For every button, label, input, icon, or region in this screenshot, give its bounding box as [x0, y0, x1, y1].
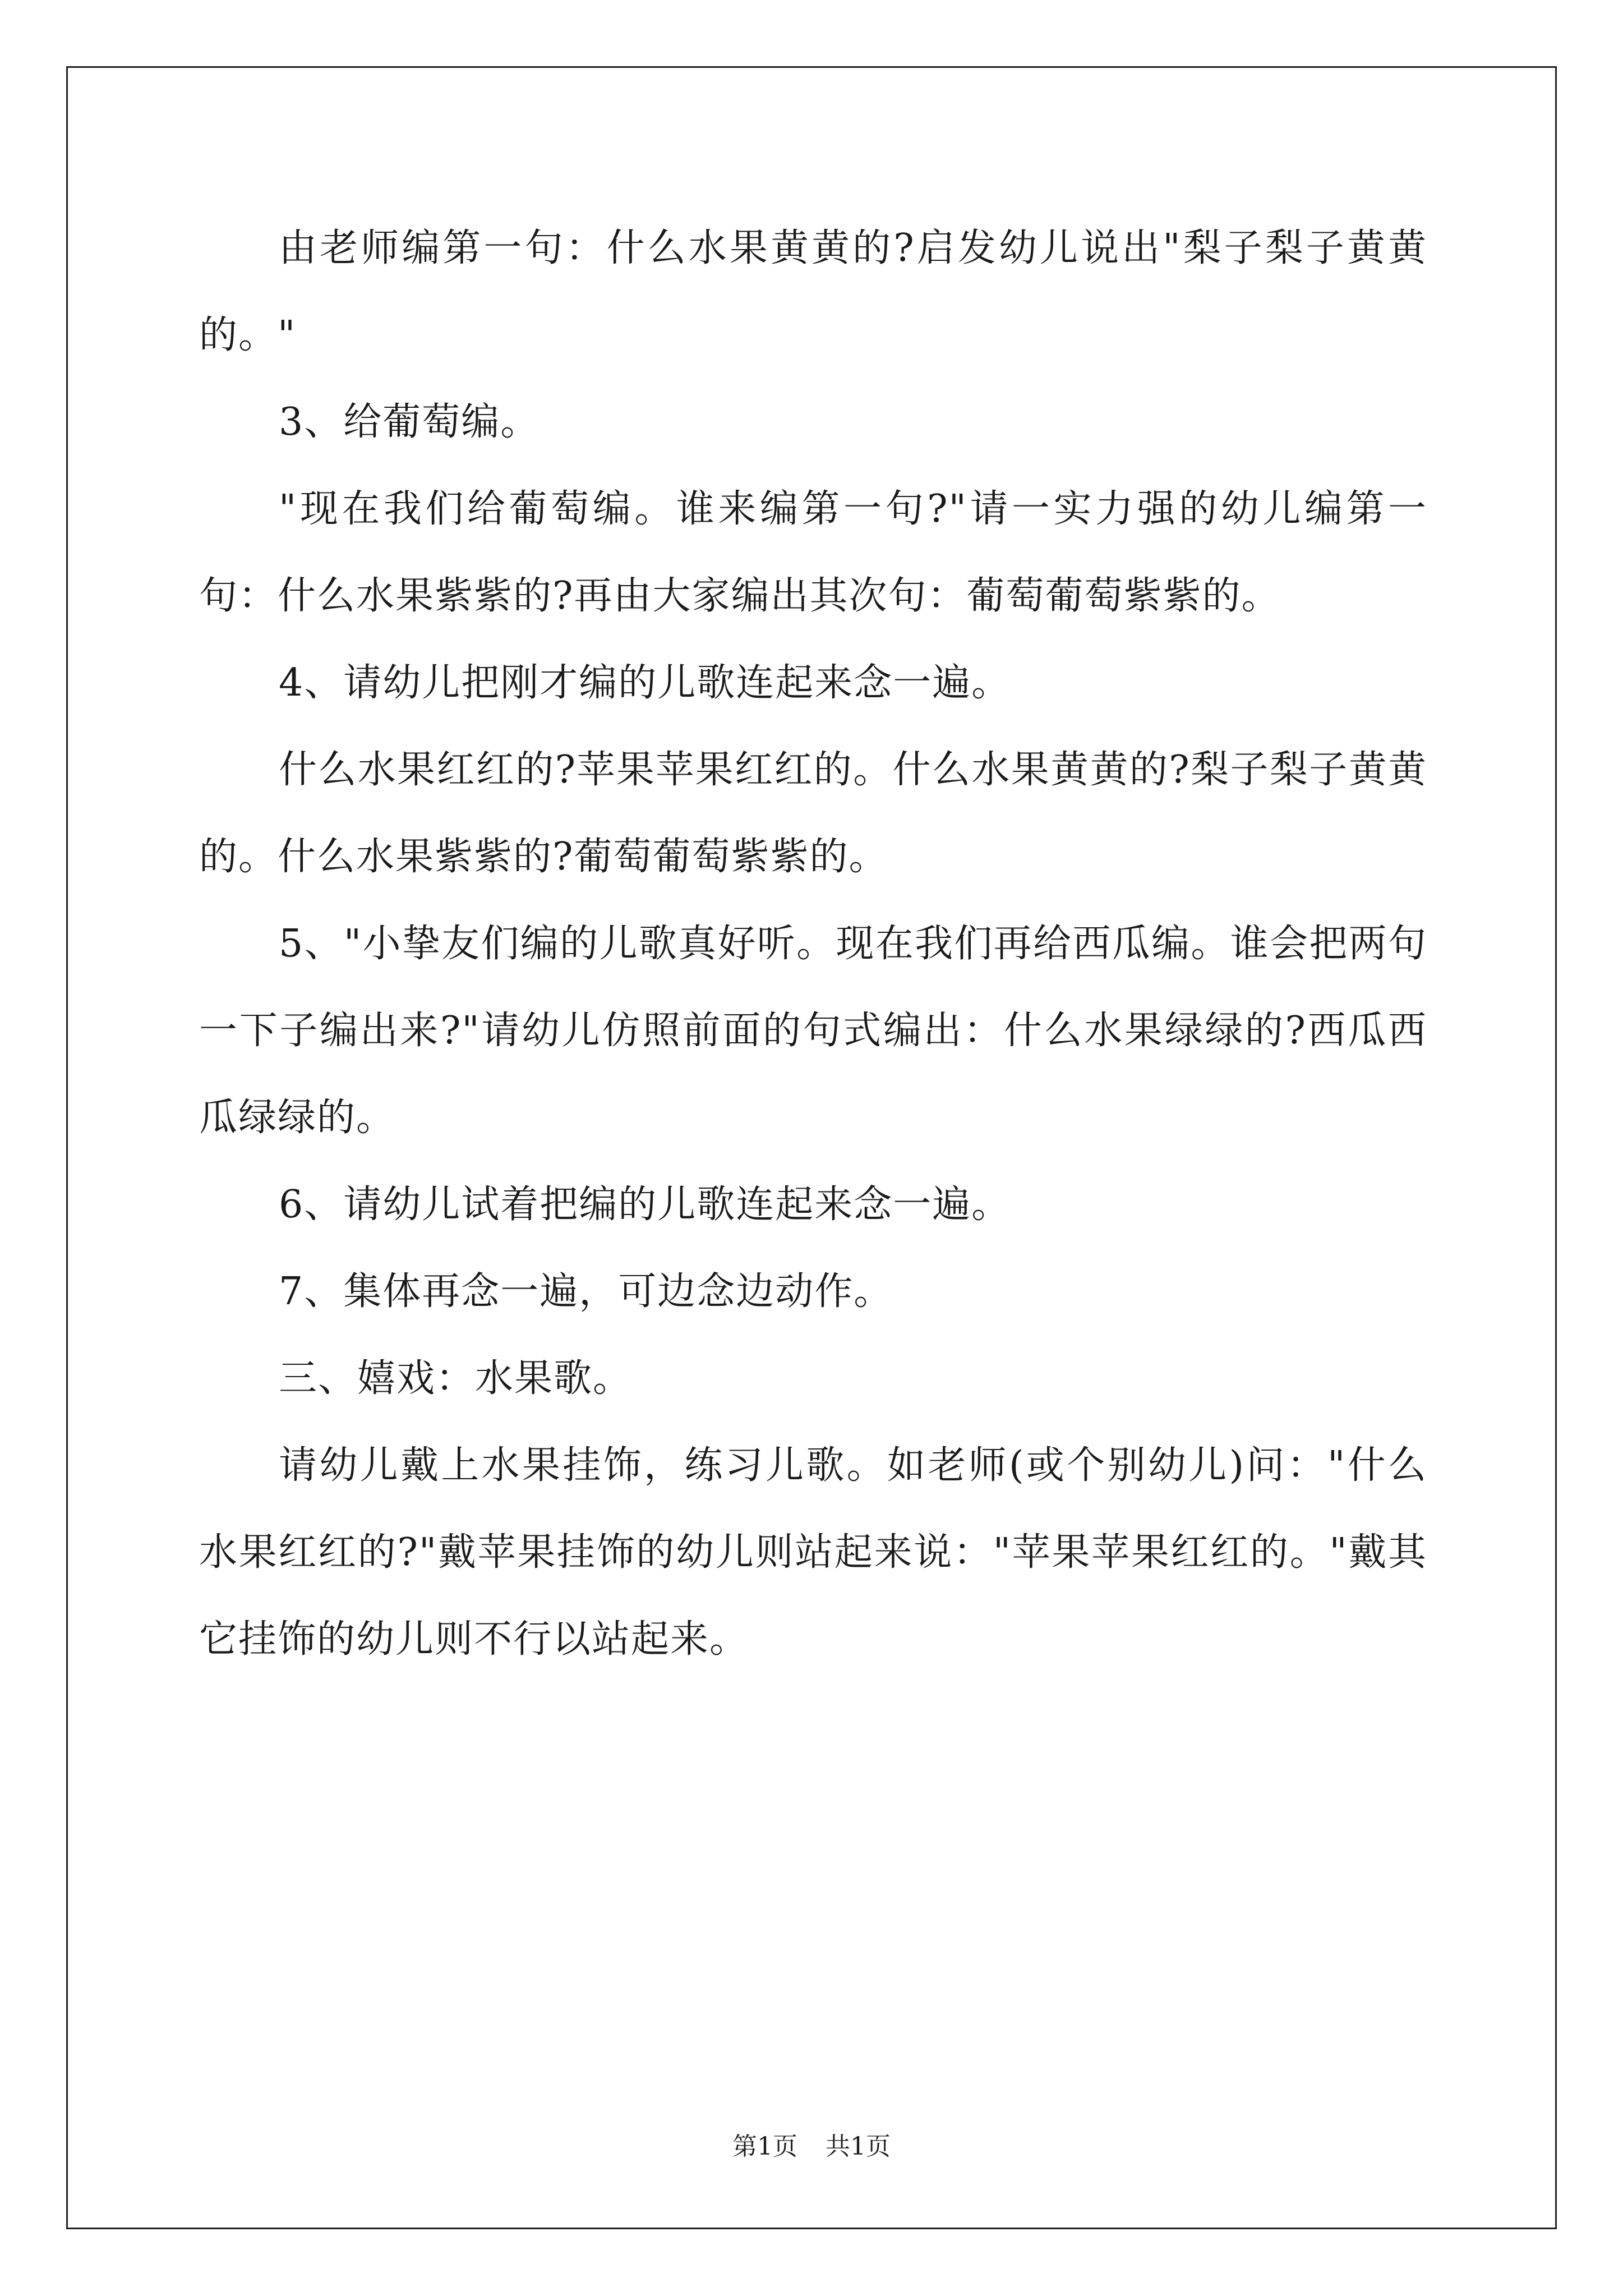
- page-total: 共1页: [826, 2132, 891, 2161]
- paragraph: 三、嬉戏：水果歌。: [279, 1356, 633, 1401]
- document-body: [199, 205, 1427, 1683]
- page-number: 第1页: [732, 2132, 797, 2161]
- paragraph: 6、请幼儿试着把编的儿歌连起来念一遍。: [279, 1182, 1011, 1227]
- paragraph: 由老师编第一句：什么水果黄黄的?启发幼儿说出"梨子梨子黄黄的。": [199, 226, 1427, 357]
- page-footer: [0, 2126, 1623, 2162]
- paragraph: "现在我们给葡萄编。谁来编第一句?"请一实力强的幼儿编第一句：什么水果紫紫的?再由大家编出其次句：葡萄葡萄紫紫的。: [199, 487, 1427, 618]
- paragraph: 4、请幼儿把刚才编的儿歌连起来念一遍。: [279, 661, 1011, 705]
- paragraph: 7、集体再念一遍，可边念边动作。: [279, 1269, 893, 1314]
- paragraph: 5、"小挚友们编的儿歌真好听。现在我们再给西瓜编。谁会把两句一下子编出来?"请幼儿仿照前面的句式编出：什么水果绿绿的?西瓜西瓜绿绿的。: [199, 922, 1427, 1140]
- paragraph: 什么水果红红的?苹果苹果红红的。什么水果黄黄的?梨子梨子黄黄的。什么水果紫紫的?葡萄葡萄紫紫的。: [199, 748, 1427, 879]
- paragraph: 3、给葡萄编。: [279, 400, 540, 444]
- paragraph: 请幼儿戴上水果挂饰，练习儿歌。如老师(或个别幼儿)问："什么水果红红的?"戴苹果挂饰的幼儿则站起来说："苹果苹果红红的。"戴其它挂饰的幼儿则不行以站起来。: [199, 1443, 1427, 1662]
